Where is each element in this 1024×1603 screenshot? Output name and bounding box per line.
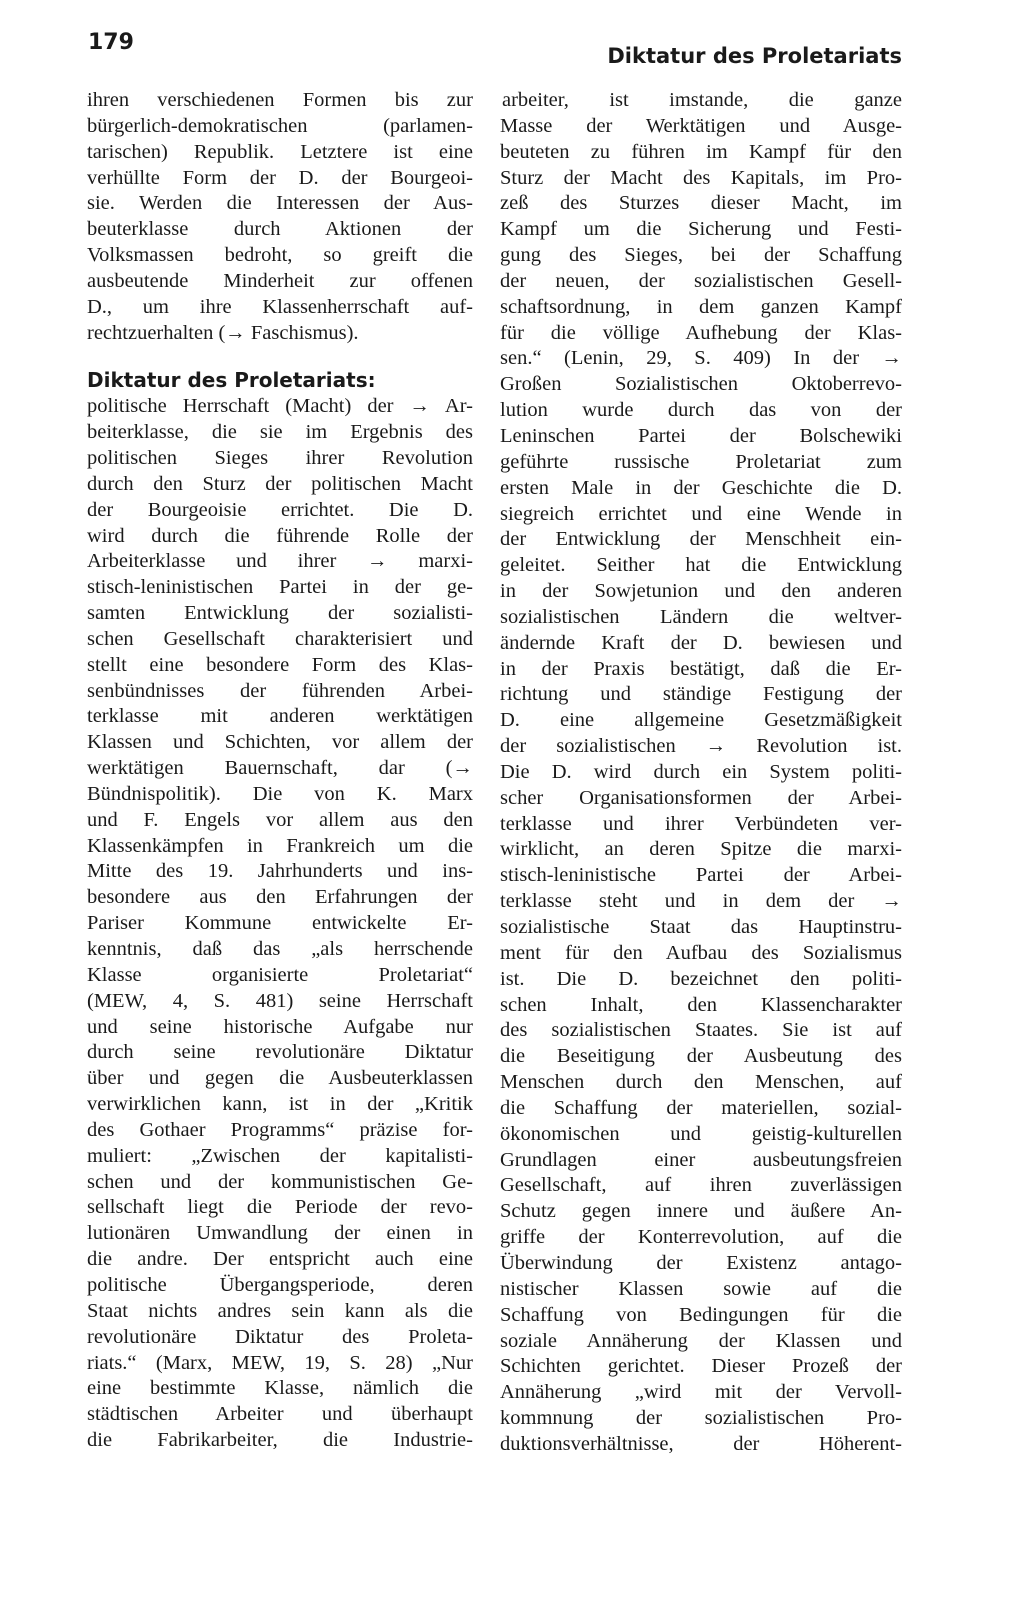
page-number: 179 <box>88 30 134 55</box>
text-line: Pariser Kommune entwickelte Er- <box>87 912 473 935</box>
text-line: geführte russische Proletariat zum <box>500 450 902 473</box>
text-line: Masse der Werktätigen und Ausge- <box>500 114 902 137</box>
text-line: Schaffung von Bedingungen für die <box>500 1303 902 1326</box>
text-line: schen und der kommunistischen Ge- <box>87 1170 473 1193</box>
text-line: und seine historische Aufgabe nur <box>87 1015 473 1038</box>
text-line: wirklicht, an deren Spitze die marxi- <box>500 838 902 861</box>
text-line: eine bestimmte Klasse, nämlich die <box>87 1377 473 1400</box>
text-line: in der Praxis bestätigt, daß die Er- <box>500 657 902 680</box>
text-line: richtung und ständige Festigung der <box>500 683 902 706</box>
text-line: die Beseitigung der Ausbeutung des <box>500 1045 902 1068</box>
text-line: über und gegen die Ausbeuterklassen <box>87 1067 473 1090</box>
text-line: für die völlige Aufhebung der Klas- <box>500 321 902 344</box>
text-line: schen Inhalt, den Klassencharakter <box>500 993 902 1016</box>
text-line: soziale Annäherung der Klassen und <box>500 1329 902 1352</box>
text-line: der sozialistischen → Revolution ist. <box>500 735 902 758</box>
text-line: schen Gesellschaft charakterisiert und <box>87 627 473 650</box>
text-line: D., um ihre Klassenherrschaft auf- <box>87 295 473 318</box>
text-line: terklasse steht und in dem der → <box>500 890 902 913</box>
text-line: beuteten zu führen im Kampf für den <box>500 140 902 163</box>
text-line: städtischen Arbeiter und überhaupt <box>87 1403 473 1426</box>
text-line: und F. Engels vor allem aus den <box>87 808 473 831</box>
text-line: tarischen) Republik. Letztere ist eine <box>87 140 473 163</box>
text-line: Volksmassen bedroht, so greift die <box>87 244 473 267</box>
text-line: Mitte des 19. Jahrhunderts und ins- <box>87 860 473 883</box>
text-line: in der Sowjetunion und den anderen <box>500 580 902 603</box>
text-line: lution wurde durch das von der <box>500 399 902 422</box>
text-line: ökonomischen und geistig-kulturellen <box>500 1122 902 1145</box>
text-line: Leninschen Partei der Bolschewiki <box>500 424 902 447</box>
text-line: scher Organisationsformen der Arbei- <box>500 786 902 809</box>
text-line: politische Herrschaft (Macht) der → Ar- <box>87 395 473 418</box>
text-line: Arbeiterklasse und ihrer → marxi- <box>87 550 473 573</box>
text-line: der Entwicklung der Menschheit ein- <box>500 528 902 551</box>
running-head: Diktatur des Proletariats <box>607 44 902 68</box>
text-line: Gesellschaft, auf ihren zuverlässigen <box>500 1174 902 1197</box>
text-line: ersten Male in der Geschichte die D. <box>500 476 902 499</box>
text-line: ment für den Aufbau des Sozialismus <box>500 941 902 964</box>
text-line: rechtzuerhalten (→ Faschismus). <box>87 321 359 344</box>
text-line: politischen Sieges ihrer Revolution <box>87 446 473 469</box>
text-line: zeß des Sturzes dieser Macht, im <box>500 192 902 215</box>
text-line: Großen Sozialistischen Oktoberrevo- <box>500 373 902 396</box>
entry-heading-line <box>87 368 473 394</box>
text-line: verhüllte Form der D. der Bourgeoi- <box>87 166 473 189</box>
text-line: schaftsordnung, in dem ganzen Kampf <box>500 295 902 318</box>
text-line: siegreich errichtet und eine Wende in <box>500 502 902 525</box>
text-line: der neuen, der sozialistischen Gesell- <box>500 269 902 292</box>
text-line: wird durch die führende Rolle der <box>87 524 473 547</box>
text-line: lutionären Umwandlung der einen in <box>87 1222 473 1245</box>
text-line: (MEW, 4, S. 481) seine Herrschaft <box>87 989 473 1012</box>
text-line: Annäherung „wird mit der Vervoll- <box>500 1381 902 1404</box>
text-line: verwirklichen kann, ist in der „Kritik <box>87 1093 473 1116</box>
text-line: ist. Die D. bezeichnet den politi- <box>500 967 902 990</box>
text-line: stisch-leninistische Partei der Arbei- <box>500 864 902 887</box>
text-line: sie. Werden die Interessen der Aus- <box>87 192 473 215</box>
text-line: beiterklasse, die sie im Ergebnis des <box>87 421 473 444</box>
text-line: stisch-leninistischen Partei in der ge- <box>87 576 473 599</box>
text-line: Grundlagen einer ausbeutungsfreien <box>500 1148 902 1171</box>
text-line: ausbeutende Minderheit zur offenen <box>87 269 473 292</box>
text-line: sozialistische Staat das Hauptinstru- <box>500 916 902 938</box>
text-line: Schutz gegen innere und äußere An- <box>500 1200 902 1223</box>
text-line: die Fabrikarbeiter, die Industrie- <box>87 1429 473 1452</box>
text-line: die Schaffung der materiellen, sozial- <box>500 1096 902 1119</box>
text-line: revolutionäre Diktatur des Proleta- <box>87 1325 473 1348</box>
text-line: Schichten gerichtet. Dieser Prozeß der <box>500 1355 902 1378</box>
text-line: Klassenkämpfen in Frankreich um die <box>87 834 473 857</box>
text-line: Menschen durch den Menschen, auf <box>500 1071 902 1094</box>
text-line: Staat nichts andres sein kann als die <box>87 1299 473 1322</box>
text-line: arbeiter, ist imstande, die ganze <box>502 89 902 111</box>
text-line: gung des Sieges, bei der Schaffung <box>500 244 902 267</box>
text-line: D. eine allgemeine Gesetzmäßigkeit <box>500 709 902 732</box>
paragraph-gap <box>87 346 473 368</box>
text-line: bürgerlich-demokratischen (parlamen- <box>87 114 473 137</box>
text-line: des sozialistischen Staates. Sie ist auf <box>500 1019 902 1042</box>
text-line: durch seine revolutionäre Diktatur <box>87 1041 473 1064</box>
text-line: des Gothaer Programms“ präzise for- <box>87 1118 473 1141</box>
text-line: stellt eine besondere Form des Klas- <box>87 653 473 676</box>
text-line: werktätigen Bauernschaft, dar (→ <box>87 757 473 780</box>
text-line: politische Übergangsperiode, deren <box>87 1273 473 1296</box>
text-line: sen.“ (Lenin, 29, S. 409) In der → <box>500 347 902 370</box>
text-line: Bündnispolitik). Die von K. Marx <box>87 782 473 805</box>
text-line: terklasse und ihrer Verbündeten ver- <box>500 812 902 835</box>
text-line: besondere aus den Erfahrungen der <box>87 886 473 909</box>
text-line: ihren verschiedenen Formen bis zur <box>87 89 473 111</box>
text-line: kommnung der sozialistischen Pro- <box>500 1407 902 1430</box>
text-line: kenntnis, daß das „als herrschende <box>87 938 473 960</box>
text-line: Die D. wird durch ein System politi- <box>500 760 902 783</box>
text-line: duktionsverhältnisse, der Höherent- <box>500 1432 902 1455</box>
text-line: Kampf um die Sicherung und Festi- <box>500 218 902 241</box>
text-line: riats.“ (Marx, MEW, 19, S. 28) „Nur <box>87 1351 473 1374</box>
text-line: die andre. Der entspricht auch eine <box>87 1248 473 1271</box>
entry-headword: Diktatur des Proletariats: <box>87 368 376 393</box>
text-line: sozialistischen Ländern die weltver- <box>500 605 902 628</box>
text-line: Überwindung der Existenz antago- <box>500 1251 902 1274</box>
text-line: terklasse mit anderen werktätigen <box>87 705 473 728</box>
right-column <box>500 88 902 1458</box>
text-line: der Bourgeoisie errichtet. Die D. <box>87 498 473 521</box>
text-line: samten Entwicklung der sozialisti- <box>87 602 473 625</box>
text-line: Sturz der Macht des Kapitals, im Pro- <box>500 166 902 189</box>
text-line: muliert: „Zwischen der kapitalisti- <box>87 1144 473 1167</box>
text-line: geleitet. Seither hat die Entwicklung <box>500 554 902 577</box>
text-line: ändernde Kraft der D. bewiesen und <box>500 631 902 654</box>
text-line: beuterklasse durch Aktionen der <box>87 218 473 241</box>
text-line: durch den Sturz der politischen Macht <box>87 472 473 495</box>
text-line: senbündnisses der führenden Arbei- <box>87 679 473 702</box>
text-line: Klasse organisierte Proletariat“ <box>87 963 473 986</box>
text-line: nistischer Klassen sowie auf die <box>500 1277 902 1300</box>
left-column <box>87 88 473 1454</box>
text-line: Klassen und Schichten, vor allem der <box>87 731 473 754</box>
text-line: griffe der Konterrevolution, auf die <box>500 1226 902 1249</box>
text-line: sellschaft liegt die Periode der revo- <box>87 1196 473 1219</box>
